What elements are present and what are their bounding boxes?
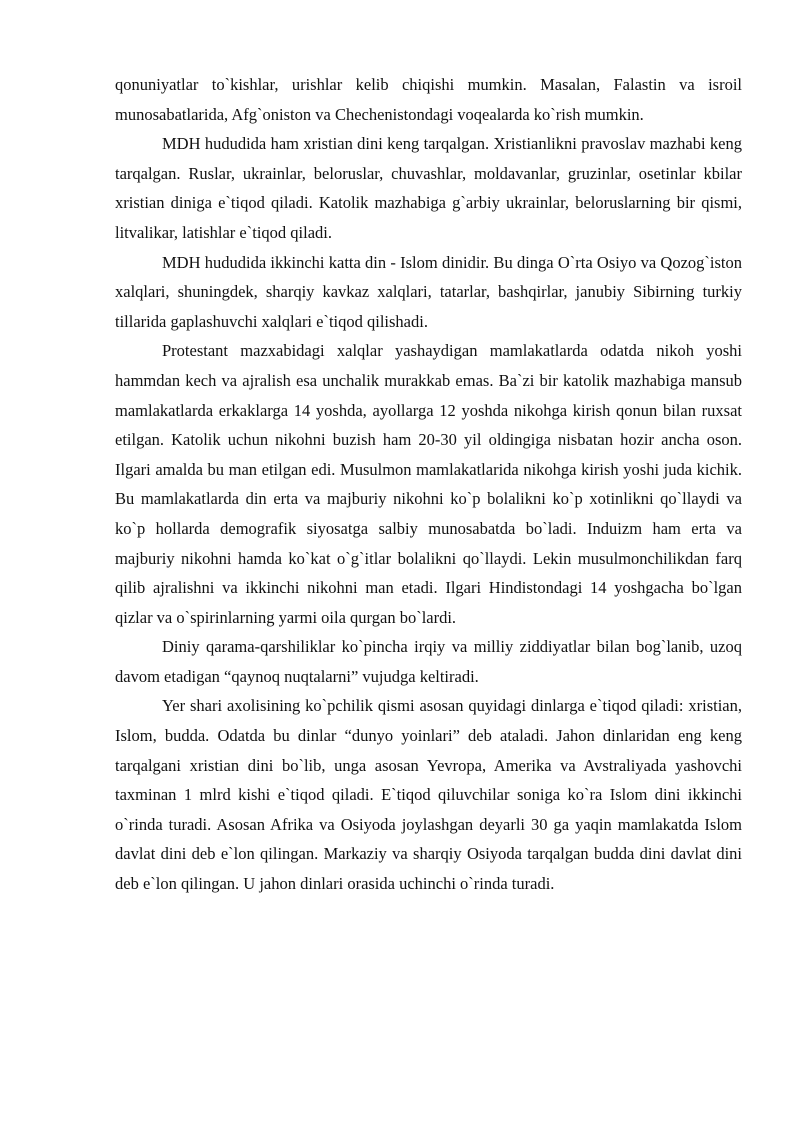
paragraph-3: MDH hududida ikkinchi katta din - Islom dinidir. Bu dinga O`rta Osiyo va Qozog`iston xalqlari, shuningdek, sharqiy kavkaz xalqlari, tatarlar, bashqirlar, janubiy Sibirning turkiy tillarida gaplashuvchi xalqlari e`tiqod qilishadi. <box>115 252 742 331</box>
paragraph-1: qonuniyatlar to`kishlar, urishlar kelib chiqishi mumkin. Masalan, Falastin va isroil munosabatlarida, Afg`oniston va Chechenistondagi voqealarda ko`rish mumkin. <box>115 75 742 124</box>
paragraph-6: Yer shari axolisining ko`pchilik qismi asosan quyidagi dinlarga e`tiqod qiladi: xristian, Islom, budda. Odatda bu dinlar “dunyo yoinlari” deb ataladi. Jahon dinlaridan eng keng tarqalgani xristian dini bo`lib, unga asosan Yevropa, Amerika va Avstraliyada yashovchi taxminan 1 mlrd kishi e`tiqod qiladi. E`tiqod qiluvchilar soniga ko`ra Islom dini ikkinchi o`rinda turadi. Asosan Afrika va Osiyoda joylashgan deyarli 30 ga yaqin mamlakatda Islom davlat dini deb e`lon qilingan. Markaziy va sharqiy Osiyoda tarqalgan budda dini davlat dini deb e`lon qilingan. U jahon dinlari orasida uchinchi o`rinda turadi. <box>115 696 742 894</box>
paragraph-2: MDH hududida ham xristian dini keng tarqalgan. Xristianlikni pravoslav mazhabi keng tarqalgan. Ruslar, ukrainlar, beloruslar, chuvashlar, moldavanlar, gruzinlar, osetinlar kbilar xristian diniga e`tiqod qiladi. Katolik mazhabiga g`arbiy ukrainlar, beloruslarning bir qismi, litvalikar, latishlar e`tiqod qiladi. <box>115 134 742 242</box>
document-page <box>115 70 742 899</box>
paragraph-4: Protestant mazxabidagi xalqlar yashaydigan mamlakatlarda odatda nikoh yoshi hammdan kech va ajralish esa unchalik murakkab emas. Ba`zi bir katolik mazhabiga mansub mamlakatlarda erkaklarga 14 yoshda, ayollarga 12 yoshda nikohga kirish qonun bilan ruxsat etilgan. Katolik uchun nikohni buzish ham 20-30 yil oldingiga nisbatan hozir ancha oson. Ilgari amalda bu man etilgan edi. Musulmon mamlakatlarida nikohga kirish yoshi juda kichik. Bu mamlakatlarda din erta va majburiy nikohni ko`p bolalikni ko`p xotinlikni qo`llaydi va ko`p hollarda demografik siyosatga salbiy munosabatda bo`ladi. Induizm ham erta va majburiy nikohni hamda ko`kat o`g`itlar bolalikni qo`llaydi. Lekin musulmonchilikdan farq qilib ajralishni va ikkinchi nikohni man etadi. Ilgari Hindistondagi 14 yoshgacha bo`lgan qizlar va o`spirinlarning yarmi oila qurgan bo`lardi. <box>115 341 742 627</box>
paragraph-5: Diniy qarama-qarshiliklar ko`pincha irqiy va milliy ziddiyatlar bilan bog`lanib, uzoq davom etadigan “qaynoq nuqtalarni” vujudga keltiradi. <box>115 637 742 686</box>
